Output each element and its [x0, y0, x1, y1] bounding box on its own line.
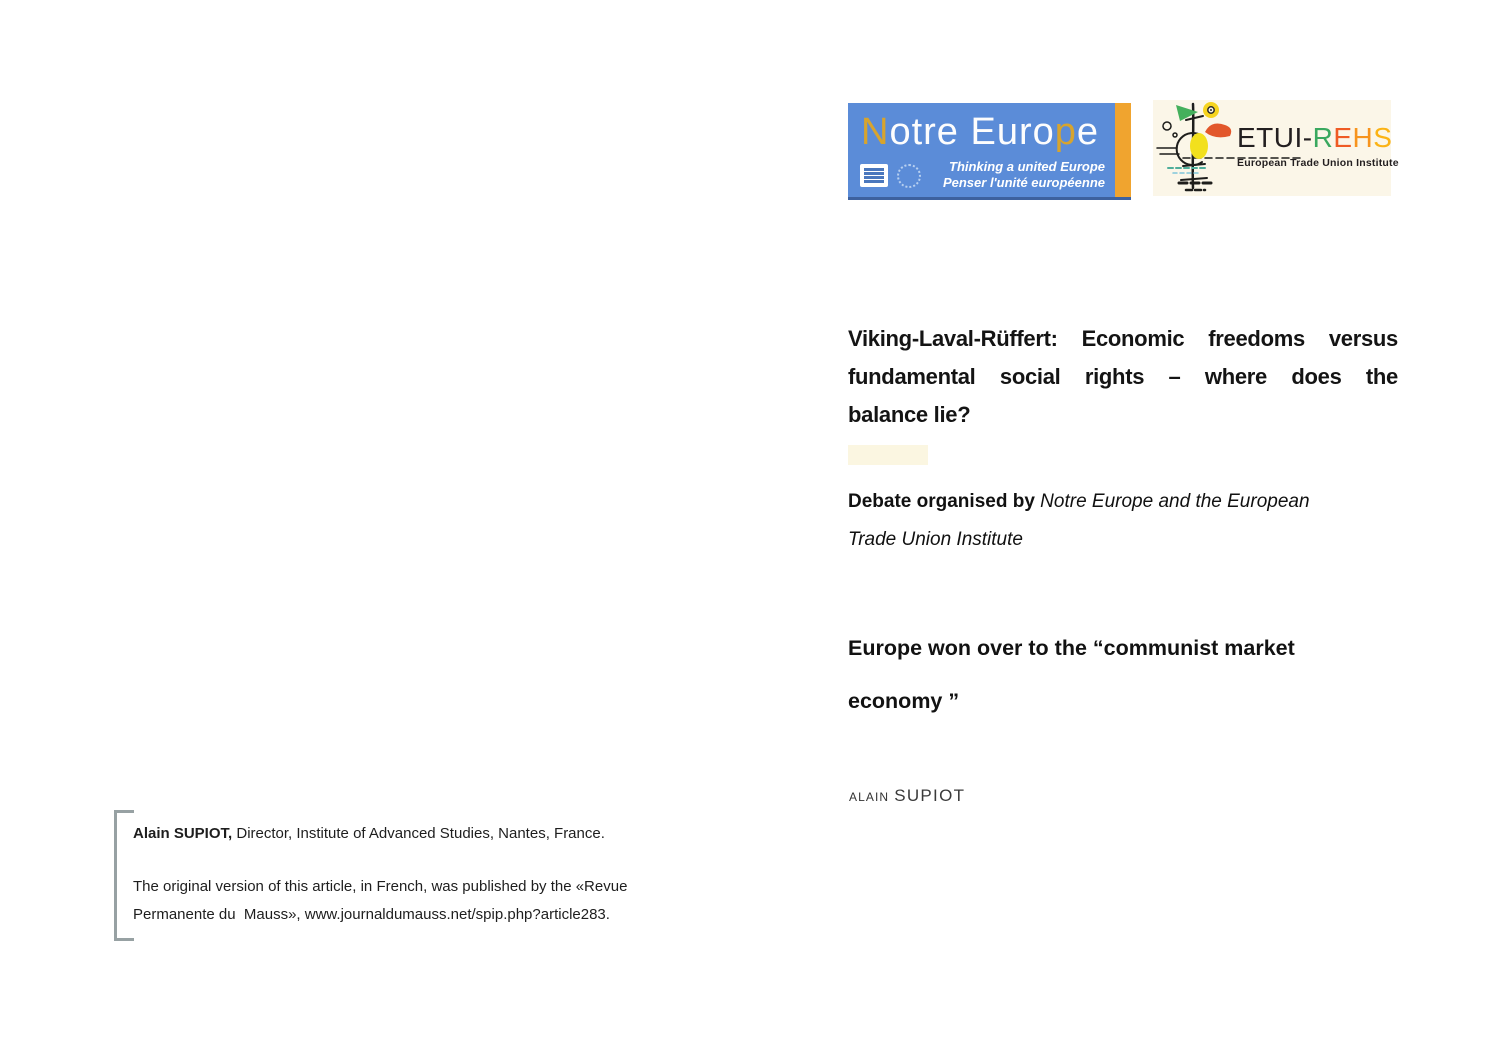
subtitle-line-2: Trade Union Institute: [848, 529, 1023, 550]
etui-subtitle: European Trade Union Institute: [1237, 157, 1399, 169]
paper-title: [848, 320, 1398, 434]
letter-s-yellow: S: [1373, 122, 1393, 153]
title-line-1: Viking-Laval-Rüffert: Economic freedoms versus: [848, 326, 1398, 351]
letter-h-orange: H: [1352, 122, 1374, 153]
eu-stars-circle-icon: [897, 164, 921, 188]
footnote-source-line-2: Permanente du Mauss», www.journaldumauss.net/spip.php?article283.: [133, 906, 610, 923]
lined-page-icon: [860, 164, 888, 187]
letter-r-green: R: [1312, 122, 1334, 153]
scan-highlight-artifact: [848, 445, 928, 465]
notre-europe-wordmark: Notre Europe: [861, 111, 1100, 153]
subtitle-line-1: [848, 483, 1400, 521]
letter-e-orange: E: [1333, 122, 1353, 153]
etui-rehs-logo: [1153, 100, 1399, 196]
author-first-name: ALAIN: [849, 790, 890, 804]
footnote-author-details: Director, Institute of Advanced Studies, Nantes, France.: [232, 825, 605, 842]
subtitle-lead: Debate organised by: [848, 491, 1035, 512]
subtitle-organisers: Notre Europe and the European: [1040, 491, 1310, 512]
wordmark-letter-p: p: [1054, 111, 1077, 153]
author-name: [849, 786, 965, 806]
debate-subtitle: [848, 483, 1400, 559]
notre-europe-accent-bar: [1115, 103, 1131, 197]
footnote-author-bold: Alain SUPIOT,: [133, 825, 233, 842]
article-heading: [848, 622, 1400, 728]
notre-europe-tagline: Thinking a united Europe Penser l'unité européenne: [942, 159, 1105, 190]
footnote-author-line: [133, 820, 693, 848]
wordmark-letter-n: N: [861, 111, 890, 153]
author-last-name: SUPIOT: [894, 786, 966, 805]
footnote-bracket: [114, 810, 134, 941]
title-line-3: balance lie?: [848, 402, 971, 427]
notre-europe-logo: [848, 103, 1131, 200]
footnote-block: [133, 820, 693, 929]
footnote-source-line-1: The original version of this article, in French, was published by the «Revue: [133, 878, 628, 895]
article-heading-line-1: Europe won over to the “communist market: [848, 636, 1295, 660]
article-heading-line-2: economy ”: [848, 689, 960, 713]
etui-rehs-wordmark: ETUI-REHS European Trade Union Institute: [1237, 122, 1399, 169]
title-line-2: fundamental social rights – where does the: [848, 364, 1398, 389]
